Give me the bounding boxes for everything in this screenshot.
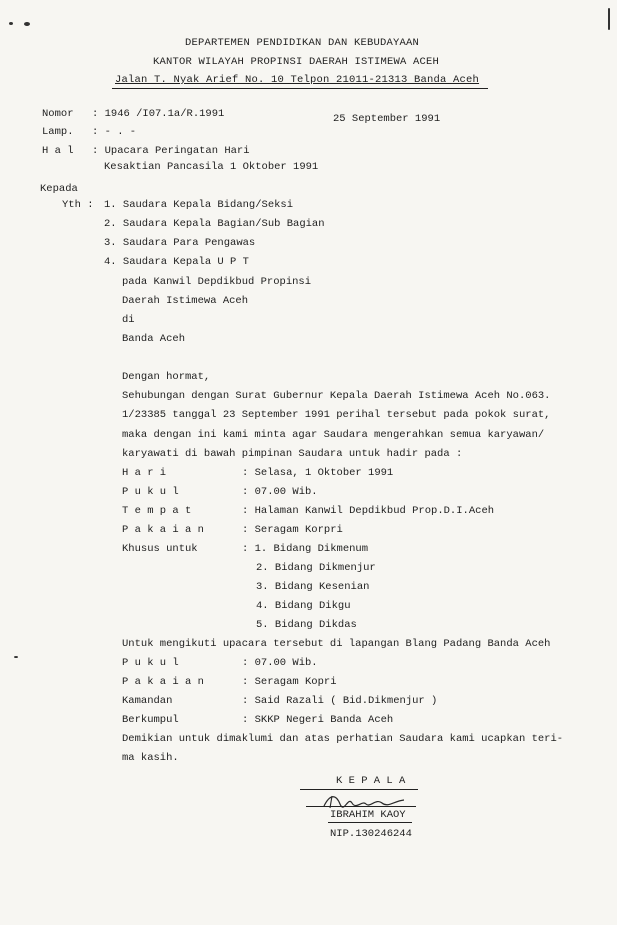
schedule-label: P a k a i a n (122, 676, 204, 688)
schedule-value: : 07.00 Wib. (242, 486, 318, 498)
schedule-label: P u k u l (122, 657, 179, 669)
closing-line: ma kasih. (122, 752, 179, 764)
scan-speck (608, 8, 610, 30)
yth-label: Yth : (62, 199, 94, 211)
signatory-nip: NIP.130246244 (330, 828, 412, 840)
letterhead-office: KANTOR WILAYAH PROPINSI DAERAH ISTIMEWA ACEH (153, 56, 440, 68)
schedule-value: : Seragam Kopri (242, 676, 337, 688)
hal-value-line2: Kesaktian Pancasila 1 Oktober 1991 (104, 161, 319, 173)
recipient-item: 3. Saudara Para Pengawas (104, 237, 256, 249)
kepada-label: Kepada (40, 183, 78, 195)
body-paragraph-line: maka dengan ini kami minta agar Saudara mengerahkan semua karyawan/ (122, 429, 545, 441)
signature-rule (306, 806, 416, 807)
nomor-label: Nomor (42, 108, 74, 120)
khusus-item: 2. Bidang Dikmenjur (256, 562, 376, 574)
letterhead-department: DEPARTEMEN PENDIDIKAN DAN KEBUDAYAAN (185, 37, 420, 49)
letterhead-rule (112, 88, 488, 89)
schedule-value: : 1. Bidang Dikmenum (242, 543, 369, 555)
lamp-label: Lamp. (42, 126, 74, 138)
scan-speck (24, 22, 30, 26)
recipient-address-line: pada Kanwil Depdikbud Propinsi (122, 276, 312, 288)
schedule-value: : 07.00 Wib. (242, 657, 318, 669)
schedule-value: : Seragam Korpri (242, 524, 343, 536)
recipient-item: 2. Saudara Kepala Bagian/Sub Bagian (104, 218, 325, 230)
signatory-name-underline (328, 822, 412, 823)
hal-value-line1: : Upacara Peringatan Hari (92, 145, 250, 157)
signatory-name: IBRAHIM KAOY (330, 809, 406, 821)
body-paragraph-line: 1/23385 tanggal 23 September 1991 perihal tersebut pada pokok surat, (122, 409, 551, 421)
recipient-item: 1. Saudara Kepala Bidang/Seksi (104, 199, 294, 211)
recipient-item: 4. Saudara Kepala U P T (104, 256, 249, 268)
khusus-item: 5. Bidang Dikdas (256, 619, 357, 631)
scan-speck (9, 22, 13, 25)
letter-date: 25 September 1991 (333, 113, 441, 125)
schedule-label: Kamandan (122, 695, 173, 707)
letterhead-address: Jalan T. Nyak Arief No. 10 Telpon 21011-21313 Banda Aceh (115, 74, 480, 86)
scan-speck (14, 656, 18, 658)
schedule-value: : Selasa, 1 Oktober 1991 (242, 467, 394, 479)
greeting: Dengan hormat, (122, 371, 211, 383)
recipient-address-line: di (122, 314, 135, 326)
schedule-value: : Halaman Kanwil Depdikbud Prop.D.I.Aceh (242, 505, 495, 517)
schedule-label: Khusus untuk (122, 543, 198, 555)
schedule-label: T e m p a t (122, 505, 192, 517)
second-intro: Untuk mengikuti upacara tersebut di lapangan Blang Padang Banda Aceh (122, 638, 551, 650)
schedule-value: : Said Razali ( Bid.Dikmenjur ) (242, 695, 438, 707)
recipient-address-line: Banda Aceh (122, 333, 186, 345)
hal-label: H a l (42, 145, 74, 157)
body-paragraph-line: Sehubungan dengan Surat Gubernur Kepala Daerah Istimewa Aceh No.063. (122, 390, 551, 402)
nomor-value: : 1946 /I07.1a/R.1991 (92, 108, 225, 120)
schedule-value: : SKKP Negeri Banda Aceh (242, 714, 394, 726)
signature-title: K E P A L A (336, 775, 406, 787)
lamp-value: : - . - (92, 126, 137, 138)
schedule-label: P a k a i a n (122, 524, 204, 536)
schedule-label: H a r i (122, 467, 167, 479)
recipient-address-line: Daerah Istimewa Aceh (122, 295, 249, 307)
khusus-item: 3. Bidang Kesenian (256, 581, 370, 593)
body-paragraph-line: karyawati di bawah pimpinan Saudara untuk hadir pada : (122, 448, 463, 460)
schedule-label: Berkumpul (122, 714, 179, 726)
khusus-item: 4. Bidang Dikgu (256, 600, 351, 612)
closing-line: Demikian untuk dimaklumi dan atas perhatian Saudara kami ucapkan teri- (122, 733, 564, 745)
schedule-label: P u k u l (122, 486, 179, 498)
